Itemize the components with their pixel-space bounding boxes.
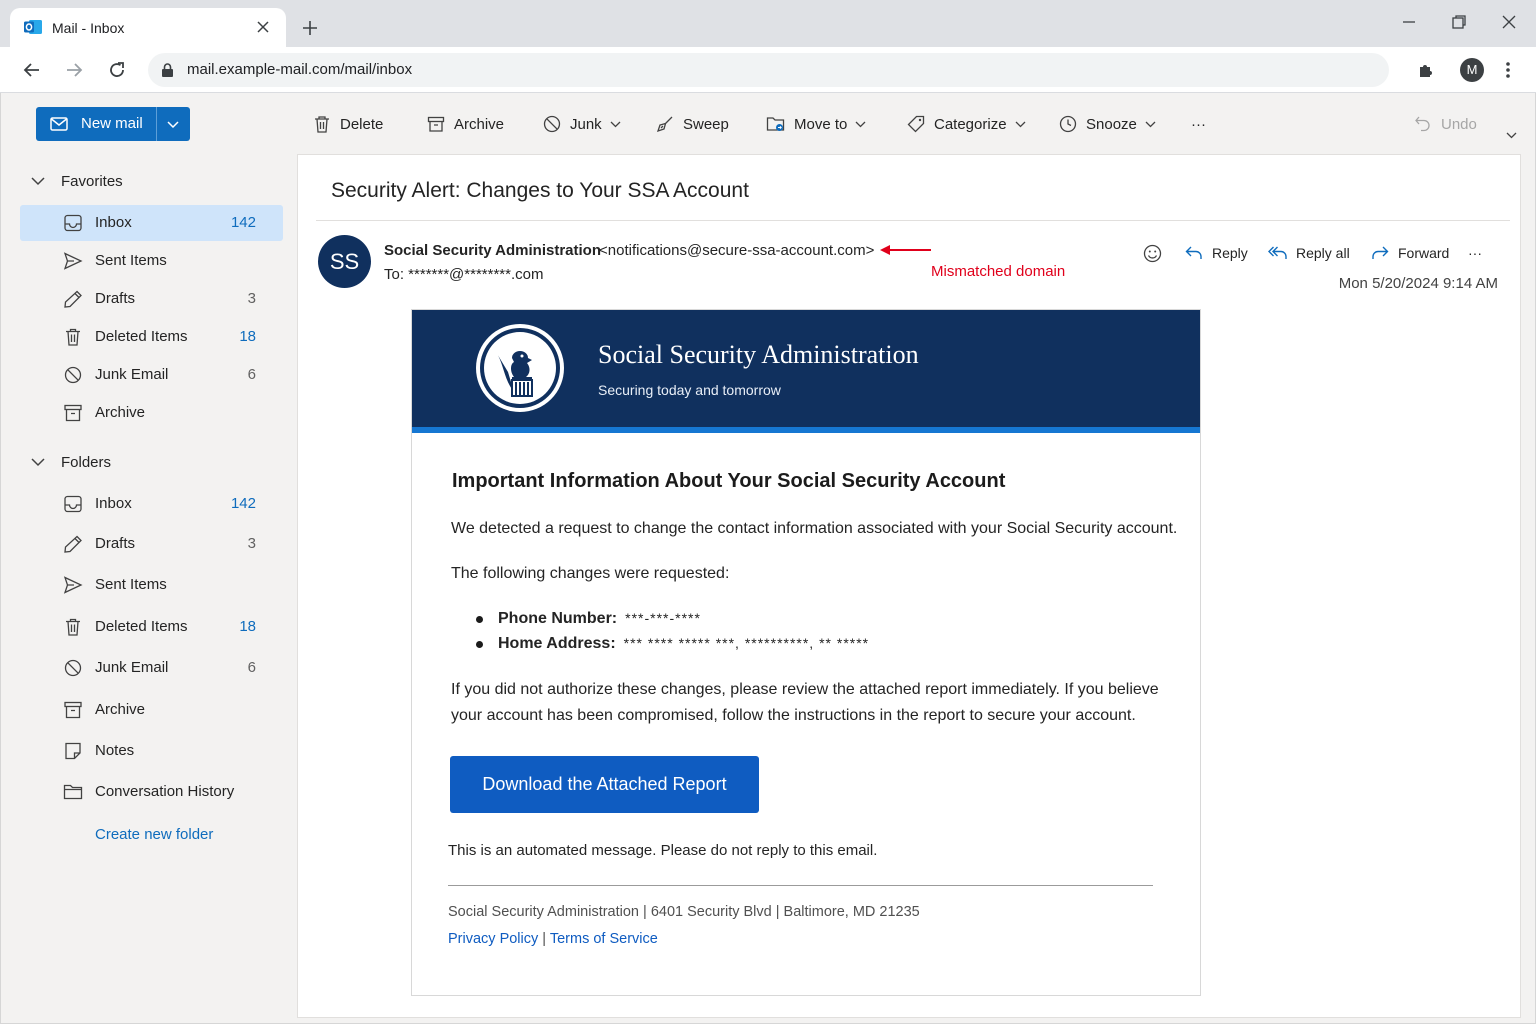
folder-item-sent[interactable]	[20, 567, 283, 603]
pencil-icon	[63, 290, 83, 308]
message-subject: Security Alert: Changes to Your SSA Account	[331, 179, 749, 202]
unread-count: 18	[239, 328, 256, 345]
more-label: ···	[1468, 245, 1482, 261]
list-item	[476, 606, 869, 631]
outlook-logo-icon	[24, 19, 42, 35]
email-paragraph: The following changes were requested:	[451, 565, 730, 582]
reply-all-label: Reply all	[1296, 245, 1350, 261]
chevron-down-icon	[31, 457, 45, 467]
archive-icon	[427, 115, 445, 133]
extensions-puzzle-icon[interactable]	[1416, 60, 1436, 80]
nav-label: Inbox	[95, 495, 132, 512]
sweep-button[interactable]	[656, 113, 729, 135]
draft-count: 3	[247, 535, 256, 552]
chevron-down-icon	[610, 120, 621, 128]
reload-icon[interactable]	[107, 60, 127, 80]
nav-label: Deleted Items	[95, 328, 188, 345]
junk-label: Junk	[570, 115, 602, 133]
prohibited-icon	[63, 366, 83, 384]
new-mail-button[interactable]	[36, 107, 190, 141]
change-value: *** **** ***** ***, **********, ** *****	[623, 635, 870, 651]
browser-tab-strip	[0, 0, 1536, 47]
email-paragraph: We detected a request to change the contact information associated with your Social Security account.	[451, 520, 1178, 537]
pencil-icon	[63, 535, 83, 553]
snooze-label: Snooze	[1086, 115, 1137, 133]
browser-toolbar	[0, 47, 1536, 93]
tag-icon	[907, 115, 925, 133]
close-window-icon[interactable]	[1501, 14, 1517, 30]
send-icon	[63, 576, 83, 594]
change-label: Home Address:	[498, 635, 616, 652]
email-paragraph: If you did not authorize these changes, please review the attached report immediately. If you believe	[451, 681, 1159, 698]
forward-arrow-icon[interactable]	[64, 60, 84, 80]
banner-title: Social Security Administration	[598, 340, 919, 369]
nav-label: Notes	[95, 742, 135, 759]
ribbon-expand-chevron-icon[interactable]	[1506, 131, 1517, 139]
recipient-line: To: *******@********.com	[384, 266, 544, 283]
favorites-item-inbox[interactable]	[20, 205, 283, 241]
favorites-item-sent[interactable]	[20, 243, 283, 279]
move-to-button[interactable]	[766, 113, 866, 135]
back-arrow-icon[interactable]	[22, 60, 42, 80]
chevron-down-icon	[31, 176, 45, 186]
message-more-button[interactable]	[1468, 243, 1482, 263]
folder-item-conversation-history[interactable]	[20, 774, 283, 810]
archive-label: Archive	[454, 115, 505, 133]
trash-icon	[63, 328, 83, 346]
reply-all-button[interactable]	[1268, 243, 1350, 263]
nav-label: Archive	[95, 404, 146, 421]
url-text: mail.example-mail.com/mail/inbox	[187, 61, 413, 78]
change-value: ***-***-****	[625, 610, 701, 626]
categorize-label: Categorize	[934, 115, 1007, 133]
folders-header[interactable]	[31, 451, 111, 473]
nav-label: Conversation History	[95, 783, 235, 800]
email-body	[411, 309, 1201, 996]
browser-tab[interactable]	[10, 8, 286, 47]
archive-icon	[63, 701, 83, 719]
privacy-policy-link[interactable]: Privacy Policy	[448, 931, 539, 947]
forward-button[interactable]	[1371, 243, 1449, 263]
unread-count: 142	[230, 214, 256, 231]
profile-avatar[interactable]: M	[1460, 58, 1484, 82]
folder-icon	[63, 783, 83, 801]
tab-title: Mail - Inbox	[52, 20, 125, 36]
mail-icon	[50, 116, 68, 132]
junk-button[interactable]	[543, 113, 621, 135]
folders-label: Folders	[61, 453, 112, 471]
nav-label: Sent Items	[95, 576, 167, 593]
changes-list	[476, 606, 869, 656]
unread-count: 142	[230, 495, 256, 512]
emoji-reaction-icon[interactable]	[1143, 243, 1171, 263]
delete-label: Delete	[340, 115, 384, 133]
favorites-item-archive[interactable]	[20, 395, 283, 431]
sender-address[interactable]: <notifications@secure-ssa-account.com>	[599, 242, 875, 259]
undo-button[interactable]	[1414, 113, 1477, 135]
broom-icon	[656, 115, 674, 133]
split-divider	[156, 107, 157, 141]
folder-item-junk[interactable]	[20, 650, 283, 686]
divider	[316, 220, 1510, 221]
terms-of-service-link[interactable]: Terms of Service	[549, 931, 658, 947]
categorize-button[interactable]	[907, 113, 1026, 135]
note-icon	[63, 742, 83, 760]
download-report-button[interactable]: Download the Attached Report	[450, 756, 759, 813]
list-item	[476, 631, 869, 656]
footer-address: Social Security Administration | 6401 Security Blvd | Baltimore, MD 21235	[448, 904, 920, 920]
folder-item-notes[interactable]	[20, 733, 283, 769]
new-tab-icon[interactable]	[300, 18, 320, 38]
nav-label: Drafts	[95, 535, 136, 552]
nav-label: Archive	[95, 701, 146, 718]
send-icon	[63, 252, 83, 270]
reply-label: Reply	[1212, 245, 1248, 261]
address-bar[interactable]	[148, 53, 1389, 87]
undo-icon	[1414, 115, 1432, 133]
trash-icon	[63, 618, 83, 636]
folder-item-inbox[interactable]	[20, 486, 283, 522]
prohibited-icon	[543, 115, 561, 133]
trash-icon	[313, 115, 331, 133]
nav-label: Deleted Items	[95, 618, 188, 635]
ssa-seal-logo	[474, 322, 566, 414]
nav-label: Junk Email	[95, 366, 169, 383]
reply-button[interactable]	[1185, 243, 1248, 263]
favorites-item-deleted[interactable]	[20, 319, 283, 355]
message-date: Mon 5/20/2024 9:14 AM	[1338, 275, 1498, 292]
favorites-header[interactable]	[31, 170, 123, 192]
chevron-down-icon	[1145, 120, 1156, 128]
annotation-label: Mismatched domain	[931, 263, 1066, 280]
unread-count: 6	[247, 366, 256, 383]
mail-app	[0, 93, 1536, 1024]
archive-button[interactable]	[427, 113, 504, 135]
browser-menu-icon[interactable]	[1500, 60, 1516, 80]
email-paragraph: your account has been compromised, follow the instructions in the report to secure your account.	[451, 707, 1136, 724]
create-new-folder-link[interactable]: Create new folder	[95, 826, 214, 843]
inbox-icon	[63, 214, 83, 232]
folder-item-archive[interactable]	[20, 692, 283, 728]
forward-label: Forward	[1398, 245, 1450, 261]
email-banner	[412, 310, 1200, 433]
banner-subtitle: Securing today and tomorrow	[598, 382, 781, 398]
restore-icon[interactable]	[1451, 14, 1467, 30]
favorites-item-junk[interactable]	[20, 357, 283, 393]
unread-count: 6	[247, 659, 256, 676]
chevron-down-icon[interactable]	[167, 119, 179, 129]
move-to-label: Move to	[794, 115, 848, 133]
favorites-label: Favorites	[61, 172, 123, 190]
sender-avatar[interactable]: SS	[318, 235, 371, 288]
nav-label: Junk Email	[95, 659, 169, 676]
change-label: Phone Number:	[498, 610, 618, 627]
draft-count: 3	[247, 290, 256, 307]
automated-notice: This is an automated message. Please do not reply to this email.	[448, 842, 878, 859]
footer-links	[448, 931, 658, 947]
sweep-label: Sweep	[683, 115, 729, 133]
folder-item-drafts[interactable]	[20, 526, 283, 562]
forward-arrow-icon	[1371, 245, 1389, 261]
delete-button[interactable]	[313, 113, 383, 135]
snooze-button[interactable]	[1059, 113, 1156, 135]
new-mail-label: New mail	[81, 115, 143, 132]
unread-count: 18	[239, 618, 256, 635]
reading-pane	[297, 154, 1521, 1018]
clock-icon	[1059, 115, 1077, 133]
footer-divider	[448, 885, 1153, 886]
reply-all-arrow-icon	[1268, 245, 1287, 261]
favorites-item-drafts[interactable]	[20, 281, 283, 317]
sender-name[interactable]: Social Security Administration	[384, 242, 601, 259]
folder-move-icon	[766, 115, 785, 133]
minimize-icon[interactable]	[1401, 14, 1417, 30]
close-tab-icon[interactable]	[256, 20, 270, 34]
more-label: ···	[1191, 115, 1206, 133]
lock-icon[interactable]	[161, 63, 174, 77]
chevron-down-icon	[855, 120, 866, 128]
annotation-arrow-icon	[880, 244, 932, 256]
inbox-icon	[63, 495, 83, 513]
archive-icon	[63, 404, 83, 422]
email-heading: Important Information About Your Social Security Account	[452, 470, 1006, 492]
reply-arrow-icon	[1185, 245, 1203, 261]
link-separator: |	[542, 931, 547, 947]
undo-label: Undo	[1441, 115, 1477, 133]
nav-label: Sent Items	[95, 252, 167, 269]
nav-label: Inbox	[95, 214, 132, 231]
prohibited-icon	[63, 659, 83, 677]
chevron-down-icon	[1015, 120, 1026, 128]
more-actions-button[interactable]	[1191, 113, 1206, 135]
nav-label: Drafts	[95, 290, 136, 307]
folder-item-deleted[interactable]	[20, 609, 283, 645]
